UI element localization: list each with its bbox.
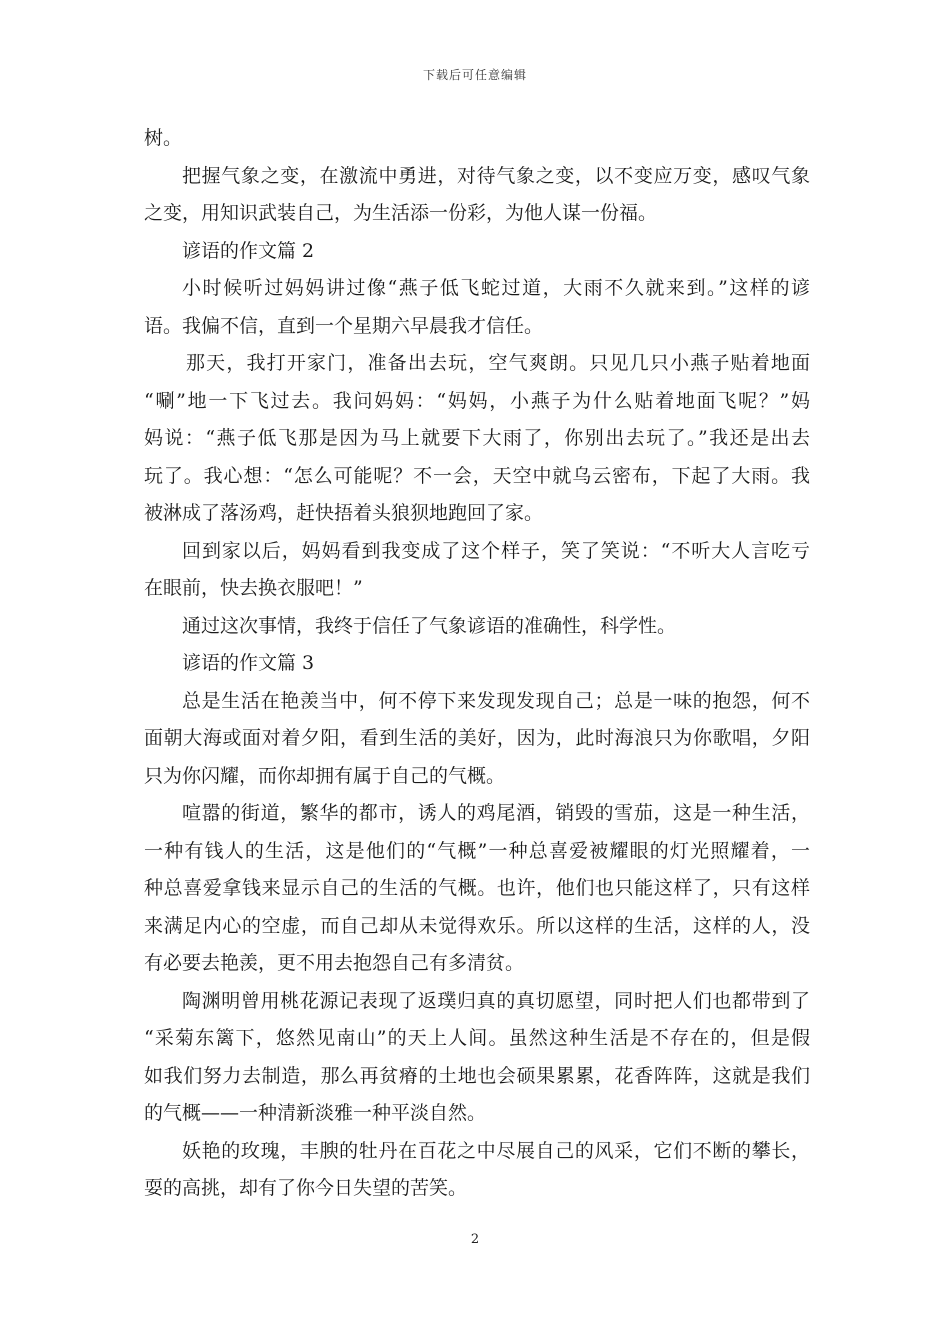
text-line: 被淋成了落汤鸡，赶快捂着头狼狈地跑回了家。 xyxy=(144,502,544,524)
text-line: 喧嚣的街道，繁华的都市，诱人的鸡尾酒，销毁的雪茄，这是一种生活， xyxy=(182,802,810,824)
text-line: 只为你闪耀，而你却拥有属于自己的气概。 xyxy=(144,764,506,787)
text-line: “采菊东篱下，悠然见南山”的天上人间。虽然这种生活是不存在的，但是假 xyxy=(144,1027,810,1049)
text-line: 谚语的作文篇 2 xyxy=(182,239,315,262)
paragraph xyxy=(144,158,810,233)
text-line: 种总喜爱拿钱来显示自己的生活的气概。也许，他们也只能这样了，只有这样 xyxy=(144,877,810,899)
paragraph xyxy=(144,270,810,345)
text-line: 之变，用知识武装自己，为生活添一份彩，为他人谋一份福。 xyxy=(144,202,658,224)
text-line: 面朝大海或面对着夕阳，看到生活的美好，因为，此时海浪只为你歌唱，夕阳 xyxy=(144,727,810,749)
text-line: 小时候听过妈妈讲过像“燕子低飞蛇过道，大雨不久就来到。”这样的谚 xyxy=(182,277,810,299)
paragraph xyxy=(144,608,810,646)
text-line: 谚语的作文篇 3 xyxy=(182,652,315,674)
text-line: 语。我偏不信，直到一个星期六早晨我才信任。 xyxy=(144,314,544,337)
paragraph xyxy=(144,1133,810,1208)
text-line: “唰”地一下飞过去。我问妈妈：“妈妈，小燕子为什么贴着地面飞呢？”妈 xyxy=(144,389,810,412)
paragraph xyxy=(144,533,810,608)
text-line: 总是生活在艳羡当中，何不停下来发现发现自己；总是一味的抱怨，何不 xyxy=(182,689,810,712)
text-line: 通过这次事情，我终于信任了气象谚语的准确性，科学性。 xyxy=(182,614,677,637)
text-line: 耍的高挑，却有了你今日失望的苦笑。 xyxy=(144,1177,468,1199)
text-line: 玩了。我心想：“怎么可能呢？不一会，天空中就乌云密布，下起了大雨。我 xyxy=(144,464,810,487)
text-line: 在眼前，快去换衣服吧！” xyxy=(144,577,363,599)
text-line: 妈说：“燕子低飞那是因为马上就要下大雨了，你别出去玩了。”我还是出去 xyxy=(144,427,810,449)
paragraph xyxy=(144,120,810,158)
text-line: 妖艳的玫瑰，丰腴的牡丹在百花之中尽展自己的风采，它们不断的攀长， xyxy=(182,1139,810,1162)
section-heading xyxy=(144,233,810,271)
text-line: 把握气象之变，在激流中勇进，对待气象之变，以不变应万变，感叹气象 xyxy=(182,164,810,187)
text-line: 有必要去艳羡，更不用去抱怨自己有多清贫。 xyxy=(144,952,525,974)
paragraph xyxy=(144,345,810,533)
page-header: 下载后可任意编辑 xyxy=(422,68,527,82)
document-body xyxy=(144,120,810,1208)
paragraph xyxy=(144,983,810,1133)
text-line: 陶渊明曾用桃花源记表现了返璞归真的真切愿望，同时把人们也都带到了 xyxy=(182,989,810,1012)
paragraph xyxy=(144,795,810,983)
text-line: 的气概——一种清新淡雅一种平淡自然。 xyxy=(144,1102,487,1124)
text-line: 来满足内心的空虚，而自己却从未觉得欢乐。所以这样的生活，这样的人，没 xyxy=(144,914,810,937)
paragraph xyxy=(144,683,810,796)
section-heading xyxy=(144,645,810,683)
text-line: 那天，我打开家门，准备出去玩，空气爽朗。只见几只小燕子贴着地面 xyxy=(186,352,810,374)
text-line: 回到家以后，妈妈看到我变成了这个样子，笑了笑说：“不听大人言吃亏 xyxy=(182,539,810,562)
text-line: 如我们努力去制造，那么再贫瘠的土地也会硕果累累，花香阵阵，这就是我们 xyxy=(144,1064,810,1087)
page-number: 2 xyxy=(470,1232,480,1247)
text-line: 树。 xyxy=(144,127,183,149)
text-line: 一种有钱人的生活，这是他们的“气概”一种总喜爱被耀眼的灯光照耀着，一 xyxy=(144,839,810,862)
